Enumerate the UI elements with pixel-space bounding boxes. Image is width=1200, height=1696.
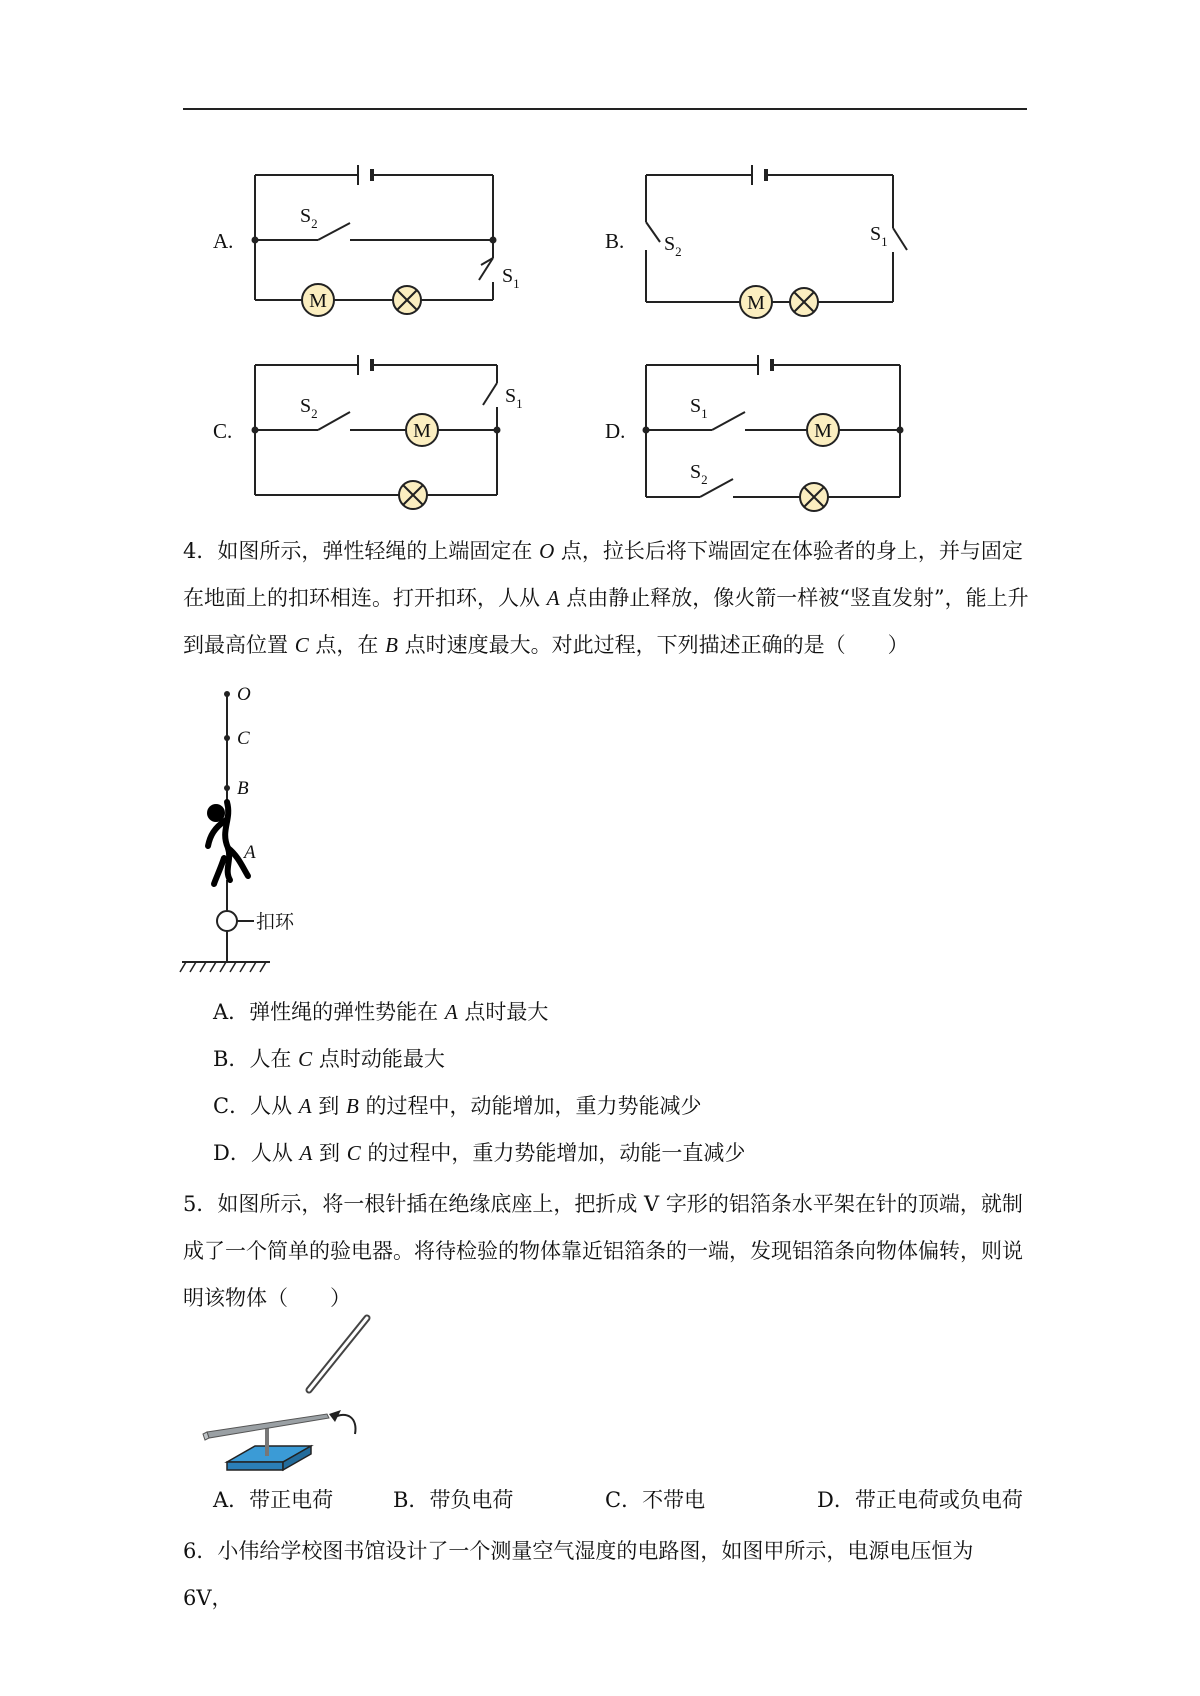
circuit-option-b-label: B. [605, 229, 625, 253]
lamp-icon [800, 483, 828, 511]
question-6-text [183, 1528, 1029, 1622]
switch-label: $S_1$ [870, 223, 888, 249]
circuit-a [255, 175, 493, 300]
question-5-text [183, 1181, 1029, 1322]
circuit-option-d-label: D. [605, 419, 626, 443]
q5-option-a[interactable]: A．带正电荷 [213, 1488, 334, 1512]
question-5-body: 如图所示，将一根针插在绝缘底座上，把折成 V 字形的铝箔条水平架在针的顶端，就制成了一个简单的验电器。将待检验的物体靠近铝箔条的一端，发现铝箔条向物体偏转，则说明该物体（ ） [183, 1192, 1023, 1310]
variable: A [299, 1141, 313, 1165]
motor-label: M [309, 290, 327, 312]
switch-label: $S_2$ [690, 461, 708, 487]
circuit-options-figure [0, 0, 1200, 520]
point-c-label: C [237, 728, 250, 749]
switch-label: $S_1$ [502, 265, 520, 291]
option-key: A． [213, 1000, 250, 1024]
circuit-option-c-label: C. [213, 419, 233, 443]
lamp-icon [393, 286, 421, 314]
q4-option-d[interactable]: D．人从 A 到 C 的过程中，重力势能增加，动能一直减少 [213, 1141, 746, 1165]
electroscope-figure [195, 1310, 395, 1480]
variable: A [444, 1000, 458, 1024]
battery-icon [358, 165, 772, 375]
switch-label: $S_1$ [505, 385, 523, 411]
variable: B [385, 633, 398, 657]
q4-option-c[interactable]: C．人从 A 到 B 的过程中，动能增加，重力势能减少 [213, 1094, 702, 1118]
ring-label: 扣环 [256, 912, 295, 933]
circuit-d [646, 365, 900, 497]
variable: C [346, 1141, 361, 1165]
variable: A [546, 586, 560, 610]
lamp-icon [399, 481, 427, 509]
switch-label: $S_2$ [300, 205, 318, 231]
q4-option-b[interactable]: B．人在 C 点时动能最大 [213, 1047, 445, 1071]
option-key: C． [213, 1094, 251, 1118]
motor-label: M [413, 420, 431, 442]
question-6-body: 小伟给学校图书馆设计了一个测量空气湿度的电路图，如图甲所示，电源电压恒为 6V， [183, 1539, 974, 1610]
point-b-label: B [237, 778, 249, 799]
q4-option-a[interactable]: A．弹性绳的弹性势能在 A 点时最大 [213, 1000, 549, 1024]
junction-dots [252, 237, 904, 434]
motor-label: M [814, 420, 832, 442]
motor-label: M [747, 292, 765, 314]
question-number: 5． [183, 1192, 218, 1216]
circuit-b [646, 175, 907, 302]
switch-label: $S_2$ [664, 233, 682, 259]
switch-label: $S_2$ [300, 395, 318, 421]
circuit-option-a-label: A. [213, 229, 234, 253]
person-icon [207, 802, 248, 884]
point-a-label: A [244, 842, 256, 863]
option-key: D． [213, 1141, 251, 1165]
question-number: 6． [183, 1539, 218, 1563]
variable: B [345, 1094, 359, 1118]
ring-icon [217, 911, 237, 931]
variable: O [539, 539, 555, 563]
circuit-c [255, 365, 497, 495]
switch-label: $S_1$ [690, 395, 708, 421]
question-number: 4． [183, 539, 218, 563]
q5-option-d[interactable]: D．带正电荷或负电荷 [817, 1488, 1023, 1512]
bungee-figure [170, 680, 330, 980]
q5-option-c[interactable]: C．不带电 [605, 1488, 706, 1512]
option-key: B． [213, 1047, 250, 1071]
variable: C [294, 633, 309, 657]
lamp-icon [790, 288, 818, 316]
variable: C [298, 1047, 313, 1071]
q5-option-b[interactable]: B．带负电荷 [393, 1488, 514, 1512]
question-4-text: 4．如图所示，弹性轻绳的上端固定在 O 点，拉长后将下端固定在体验者的身上，并与固定在地面上的扣环相连。打开扣环，人从 A 点由静止释放，像火箭一样被“竖直发射”，能上升到最高位置 C 点，在 B 点时速度最大。对此过程，下列描述正确的是（ ） [183, 539, 1029, 657]
variable: A [298, 1094, 312, 1118]
point-o-label: O [237, 684, 251, 705]
